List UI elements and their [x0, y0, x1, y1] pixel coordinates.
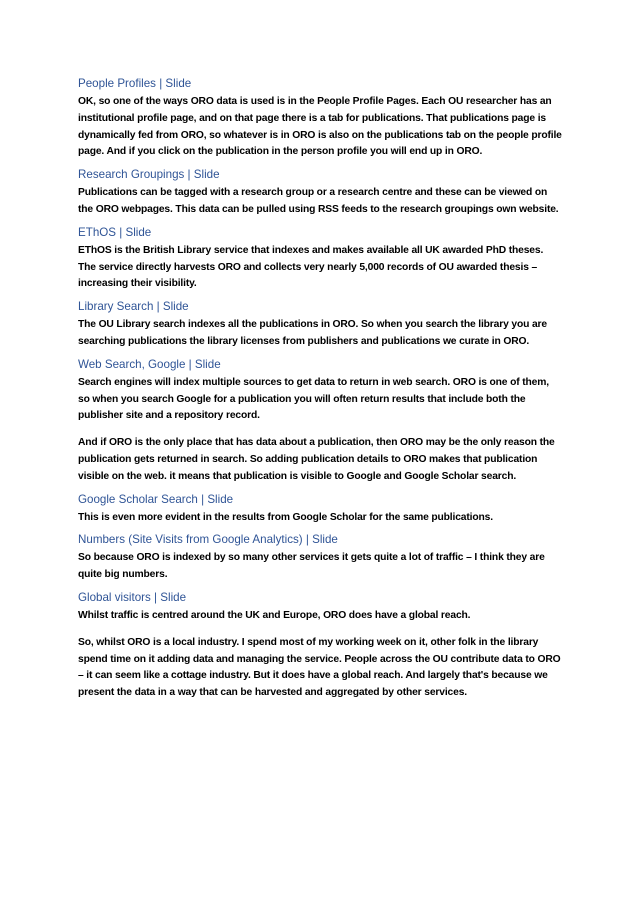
section-paragraph: Publications can be tagged with a research group or a research centre and these can be viewed on the ORO webpages. This data can be pulled using RSS feeds to the research groupings own website.: [78, 187, 559, 215]
section-research-groupings: [78, 167, 562, 219]
section-heading: Numbers (Site Visits from Google Analytics) | Slide: [78, 533, 338, 547]
section-web-search-google: [78, 357, 562, 486]
section-library-search: [78, 299, 562, 351]
section-google-scholar-search: [78, 492, 562, 527]
section-heading: EThOS | Slide: [78, 225, 152, 239]
section-paragraph: The OU Library search indexes all the publications in ORO. So when you search the library you are searching publications the library licenses from publishers and publications we curate in ORO.: [78, 319, 547, 347]
section-heading: Web Search, Google | Slide: [78, 357, 221, 371]
section-paragraph: And if ORO is the only place that has data about a publication, then ORO may be the only reason the publication gets returned in search. So adding publication details to ORO makes that publication visible on the web. it means that publication is visible to Google and Google Scholar search.: [78, 437, 555, 482]
section-heading: People Profiles | Slide: [78, 77, 192, 90]
section-people-profiles: [78, 76, 562, 161]
section-heading: Library Search | Slide: [78, 300, 189, 314]
section-paragraph: So because ORO is indexed by so many other services it gets quite a lot of traffic – I think they are quite big numbers.: [78, 552, 545, 581]
section-paragraph: So, whilst ORO is a local industry. I spend most of my working week on it, other folk in the library spend time on it adding data and managing the service. People across the OU contribute data to ORO – it can seem like a cottage industry. But it does have a global reach. And largely that's because we present the data in a way that can be harvested and aggregated by other services.: [78, 636, 561, 699]
section-heading: Research Groupings | Slide: [78, 168, 220, 182]
section-paragraph: Whilst traffic is centred around the UK and Europe, ORO does have a global reach.: [78, 609, 471, 621]
document-page: [78, 76, 562, 708]
section-heading: Global visitors | Slide: [78, 590, 187, 604]
section-paragraph: EThOS is the British Library service that indexes and makes available all UK awarded PhD theses. The service directly harvests ORO and collects very nearly 5,000 records of OU awarded thesis – increasing their visibility.: [78, 244, 544, 290]
section-paragraph: OK, so one of the ways ORO data is used is in the People Profile Pages. Each OU researcher has an institutional profile page, and on that page there is a tab for publications. That publications page is dynamically fed from ORO, so whatever is in ORO is also on the publications tab on the people profile page. And if you click on the publication in the person profile you will end up in ORO.: [78, 96, 562, 158]
section-numbers-site-visits: [78, 532, 562, 584]
section-global-visitors: [78, 590, 562, 702]
section-paragraph: Search engines will index multiple sources to get data to return in web search. ORO is one of them, so when you search Google for a publication you will often return results that include both the publisher site and a repository record.: [78, 376, 549, 422]
section-ethos: [78, 225, 562, 293]
section-paragraph: This is even more evident in the results from Google Scholar for the same publications.: [78, 511, 493, 523]
section-heading: Google Scholar Search | Slide: [78, 492, 234, 506]
